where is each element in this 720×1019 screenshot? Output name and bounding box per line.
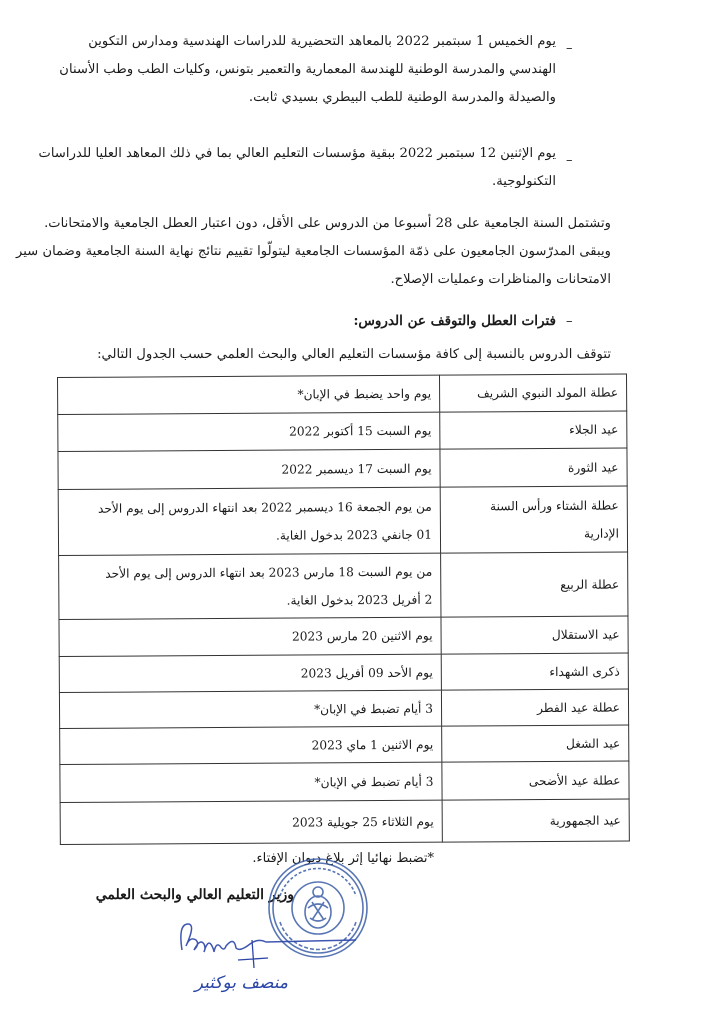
paragraph-line: الامتحانات والمناظرات وعمليات الإصلاح. <box>390 272 611 287</box>
bullet-line: يوم الإثنين 12 سبتمبر 2022 ببقية مؤسسات التعليم العالي بما في ذلك المعاهد العليا للدراسات <box>38 146 556 161</box>
holiday-date-cell <box>59 617 441 656</box>
holiday-date-cell <box>60 726 442 764</box>
holiday-name-cell <box>441 653 628 690</box>
holiday-name-cell <box>442 799 629 842</box>
holiday-date-cell <box>58 412 440 451</box>
holiday-row <box>58 448 627 489</box>
holiday-row <box>60 725 629 764</box>
holiday-date: يوم واحد يضبط في الإبان* <box>297 386 432 402</box>
bullet-line: التكنولوجية. <box>492 174 556 189</box>
holiday-date: 01 جانفي 2023 بدخول الغاية. <box>275 527 433 543</box>
holiday-date: يوم الأحد 09 أفريل 2023 <box>300 665 433 681</box>
bullet-line: والصيدلة والمدرسة الوطنية للطب البيطري بسيدي ثابت. <box>248 90 556 105</box>
holiday-name-cell <box>440 486 627 553</box>
holiday-row <box>58 486 627 555</box>
holiday-name-cell <box>439 374 626 412</box>
footnote: *تضبط نهائيا إثر بلاغ ديوان الإفتاء. <box>252 851 434 866</box>
holiday-name-cell <box>440 411 627 449</box>
holiday-name-cell <box>441 616 628 654</box>
bullet-dash: – <box>566 153 573 168</box>
holiday-row <box>59 552 628 619</box>
bullet-line: يوم الخميس 1 سبتمبر 2022 بالمعاهد التحضيرية للدراسات الهندسية ومدارس التكوين <box>88 34 556 49</box>
holidays-table <box>57 374 630 845</box>
holiday-name: الإدارية <box>583 526 620 541</box>
holiday-date-cell <box>58 487 440 555</box>
holiday-name: عطلة عيد الأضحى <box>528 773 621 788</box>
holiday-name: عيد الجلاء <box>569 422 619 437</box>
holiday-name: ذكرى الشهداء <box>549 664 620 679</box>
signer-name: منصف بوكثير <box>194 973 288 993</box>
section-heading: فترات العطل والتوقف عن الدروس: <box>353 313 556 329</box>
holiday-name-cell <box>442 761 629 800</box>
holiday-row <box>59 653 628 692</box>
holiday-date-cell <box>60 800 442 844</box>
holiday-row <box>59 689 628 728</box>
holiday-name: عيد الشغل <box>565 736 621 751</box>
bullet-dash: – <box>566 41 573 56</box>
holiday-name-cell <box>442 725 629 762</box>
paragraph-line: وتشتمل السنة الجامعية على 28 أسبوعا من الدروس على الأقل، دون اعتبار العطل الجامعية والامتحانات. <box>44 216 611 231</box>
holiday-date: 3 أيام تضبط في الإبان* <box>314 701 434 716</box>
bullet-item-second-day <box>38 140 556 196</box>
bullet-item-first-day <box>56 28 556 112</box>
holiday-date-cell <box>59 690 441 728</box>
holiday-date: 3 أيام تضبط في الإبان* <box>314 774 434 789</box>
holiday-date: يوم السبت 17 ديسمبر 2022 <box>281 461 432 477</box>
bullet-line: الهندسي والمدرسة الوطنية للهندسة المعمارية والتعمير بتونس، وكليات الطب وطب الأسنان <box>59 62 556 77</box>
section-dash: – <box>566 314 573 329</box>
holiday-name-cell <box>441 689 628 726</box>
holiday-date: من يوم الجمعة 16 ديسمبر 2022 بعد انتهاء الدروس إلى يوم الأحد <box>97 499 432 516</box>
holiday-date: يوم السبت 15 أكتوبر 2022 <box>289 423 432 439</box>
holiday-name: عيد الثورة <box>567 460 619 475</box>
signer-title: وزير التعليم العالي والبحث العلمي <box>95 887 294 903</box>
holiday-date: يوم الثلاثاء 25 جويلية 2023 <box>292 814 434 830</box>
section-intro: تتوقف الدروس بالنسبة إلى كافة مؤسسات التعليم العالي والبحث العلمي حسب الجدول التالي: <box>97 347 611 362</box>
holiday-row <box>60 799 629 844</box>
holiday-row <box>59 616 628 656</box>
holiday-row <box>58 411 627 451</box>
holiday-date-cell <box>59 654 441 692</box>
holiday-date: 2 أفريل 2023 بدخول الغاية. <box>286 592 433 608</box>
holiday-name: عطلة المولد النبوي الشريف <box>477 385 619 401</box>
holiday-name-cell <box>441 552 628 617</box>
holiday-name: عطلة الربيع <box>560 577 620 592</box>
holiday-date-cell <box>58 449 440 489</box>
holiday-name: عيد الاستقلال <box>551 627 620 642</box>
holiday-date-cell <box>60 762 442 802</box>
holiday-date: من يوم السبت 18 مارس 2023 بعد انتهاء الدروس إلى يوم الأحد <box>105 564 433 581</box>
body-paragraph <box>15 210 611 294</box>
holiday-date: يوم الاثنين 1 ماي 2023 <box>311 737 434 752</box>
paragraph-line: ويبقى المدرّسون الجامعيون على ذمّة المؤسسات الجامعية ليتولّوا تقييم نتائج نهاية السنة الجامعية وضمان سير <box>15 244 611 259</box>
holiday-date-cell <box>58 375 440 414</box>
holiday-name: عطلة الشتاء ورأس السنة <box>489 498 619 513</box>
holiday-row <box>60 761 629 802</box>
holiday-name: عطلة عيد الفطر <box>537 700 621 715</box>
holiday-name: عيد الجمهورية <box>549 813 621 828</box>
holiday-name-cell <box>440 448 627 487</box>
handwritten-signature <box>160 920 360 970</box>
holiday-row <box>58 374 627 414</box>
holiday-date-cell <box>59 553 441 619</box>
holiday-date: يوم الاثنين 20 مارس 2023 <box>291 628 433 644</box>
